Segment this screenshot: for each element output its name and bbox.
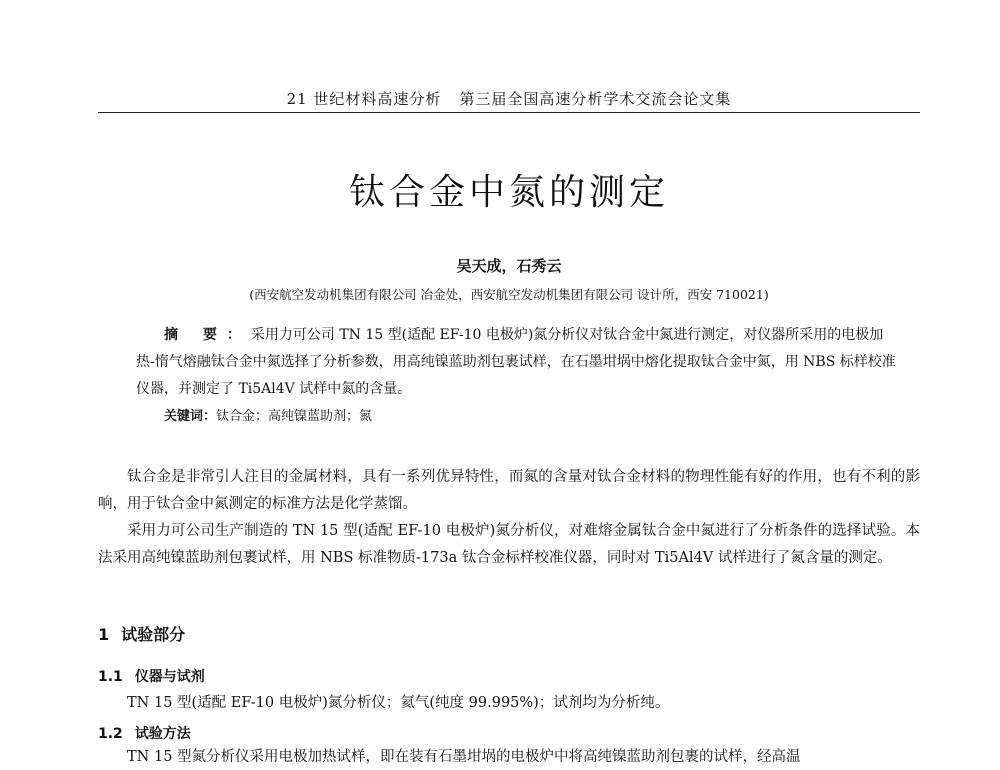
section-1-2-title: 试验方法	[134, 726, 191, 742]
section-1-1-number: 1.1	[98, 669, 123, 685]
header-series: 21 世纪材料高速分析	[286, 90, 442, 108]
keywords	[136, 403, 896, 430]
section-heading-1	[98, 622, 920, 645]
introduction	[98, 464, 920, 572]
keywords-label: 关键词：	[164, 409, 217, 424]
abstract-block	[136, 322, 896, 430]
running-header	[98, 88, 920, 109]
section-1-1-text: TN 15 型(适配 EF-10 电极炉)氮分析仪；氦气(纯度 99.995%)；试剂均为分析纯。	[127, 695, 670, 711]
section-1-2-text: TN 15 型氮分析仪采用电极加热试样，即在装有石墨坩埚的电极炉中将高纯镍蓝助剂包裹的试样，经高温	[127, 749, 801, 765]
header-rule	[98, 112, 920, 113]
section-1-number: 1	[98, 625, 110, 644]
section-heading-1-2	[98, 723, 920, 743]
affiliation: (西安航空发动机集团有限公司 冶金处，西安航空发动机集团有限公司 设计所，西安 710021)	[249, 287, 769, 302]
intro-paragraph-2: 采用力可公司生产制造的 TN 15 型(适配 EF-10 电极炉)氮分析仪，对难熔金属钛合金中氮进行了分析条件的选择试验。本法采用高纯镍蓝助剂包裹试样，用 NBS 标准物质-173a 钛合金标样校准仪器，同时对 Ti5Al4V 试样进行了氮含量的测定。	[98, 523, 920, 566]
abstract-text: 采用力可公司 TN 15 型(适配 EF-10 电极炉)氮分析仪对钛合金中氮进行测定，对仪器所采用的电极加热-惰气熔融钛合金中氮选择了分析参数，用高纯镍蓝助剂包裹试样，在石墨坩埚中熔化提取钛合金中氮，用 NBS 标样校准仪器，并测定了 Ti5Al4V 试样中氮的含量。	[136, 327, 896, 397]
abstract-label: 摘 要：	[164, 327, 251, 343]
header-proceedings: 第三届全国高速分析学术交流会论文集	[459, 90, 732, 108]
abstract	[136, 322, 896, 403]
authors: 吴天成，石秀云	[456, 257, 562, 275]
section-1-title: 试验部分	[121, 625, 186, 644]
intro-paragraph-1: 钛合金是非常引人注目的金属材料，具有一系列优异特性，而氮的含量对钛合金材料的物理性能有好的作用，也有不利的影响，用于钛合金中氮测定的标准方法是化学蒸馏。	[98, 469, 920, 512]
keywords-text: 钛合金；高纯镍蓝助剂；氮	[216, 409, 373, 424]
section-heading-1-1	[98, 666, 920, 686]
paper-title: 钛合金中氮的测定	[348, 172, 669, 213]
section-1-2-number: 1.2	[98, 726, 123, 742]
section-1-1-title: 仪器与试剂	[134, 669, 205, 685]
